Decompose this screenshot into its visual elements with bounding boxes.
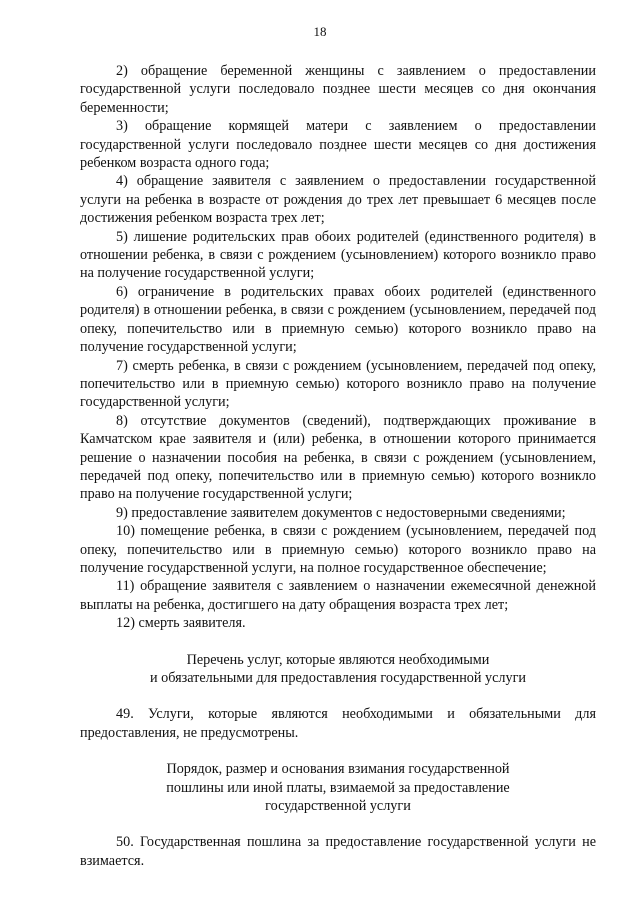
section-heading-services-line-1: Перечень услуг, которые являются необходимыми	[186, 651, 490, 668]
section-heading-services-line-2: и обязательными для предоставления государственной услуги	[149, 670, 527, 686]
refusal-item-12: 12) смерть заявителя.	[116, 615, 246, 632]
section-heading-fee	[80, 760, 596, 815]
section-heading-fee-line-2: пошлины или иной платы, взимаемой за предоставление	[166, 779, 510, 796]
section-heading-fee-line-1: Порядок, размер и основания взимания государственной	[166, 761, 510, 778]
section-heading-services	[80, 651, 596, 688]
page-number: 18	[313, 24, 327, 39]
paragraph-50: 50. Государственная пошлина за предоставление государственной услуги не взимается.	[80, 834, 596, 869]
section-heading-fee-line-3: государственной услуги	[265, 798, 411, 815]
refusal-item-5: 5) лишение родительских прав обоих родителей (единственного родителя) в отношении ребенка, в связи с рождением (усыновлением) которого возникло право на получение государственной услуги;	[80, 228, 596, 282]
refusal-item-4: 4) обращение заявителя с заявлением о предоставлении государственной услуги на ребенка в возрасте от рождения до трех лет превышает 6 месяцев после достижения ребенком возраста трех лет;	[80, 173, 596, 227]
refusal-item-6: 6) ограничение в родительских правах обоих родителей (единственного родителя) в отношении ребенка, в связи с рождением (усыновлением, передачей под опеку, попечительство или в приемную семью) которого возникло право на получение государственной услуги;	[80, 283, 596, 356]
document-body	[80, 62, 596, 870]
refusal-item-10: 10) помещение ребенка, в связи с рождением (усыновлением, передачей под опеку, попечительство или в приемную семью) которого возникло право на получение государственной услуги, на полное государственное обеспечение;	[80, 523, 596, 576]
refusal-item-3: 3) обращение кормящей матери с заявлением о предоставлении государственной услуги последовало позднее шести месяцев со дня достижения ребенком возраста одного года;	[80, 118, 596, 172]
refusal-item-9: 9) предоставление заявителем документов с недостоверными сведениями;	[116, 504, 566, 521]
refusal-item-8: 8) отсутствие документов (сведений), подтверждающих проживание в Камчатском крае заявителя и (или) ребенка, в отношении которого принимается решение о назначении пособия на ребенка, в связи с рождением (усыновлением, передачей под опеку, попечительство или в приемную семью) которого возникло право на получение государственной услуги;	[80, 412, 596, 503]
refusal-item-11: 11) обращение заявителя с заявлением о назначении ежемесячной денежной выплаты на ребенка, достигшего на дату обращения возраста трех лет;	[80, 578, 596, 613]
paragraph-49: 49. Услуги, которые являются необходимыми и обязательными для предоставления, не предусмотрены.	[80, 706, 596, 741]
refusal-item-7: 7) смерть ребенка, в связи с рождением (усыновлением, передачей под опеку, попечительство или в приемную семью) которого возникло право на получение государственной услуги;	[80, 357, 596, 411]
refusal-item-2: 2) обращение беременной женщины с заявлением о предоставлении государственной услуги последовало позднее шести месяцев со дня окончания беременности;	[80, 63, 596, 116]
